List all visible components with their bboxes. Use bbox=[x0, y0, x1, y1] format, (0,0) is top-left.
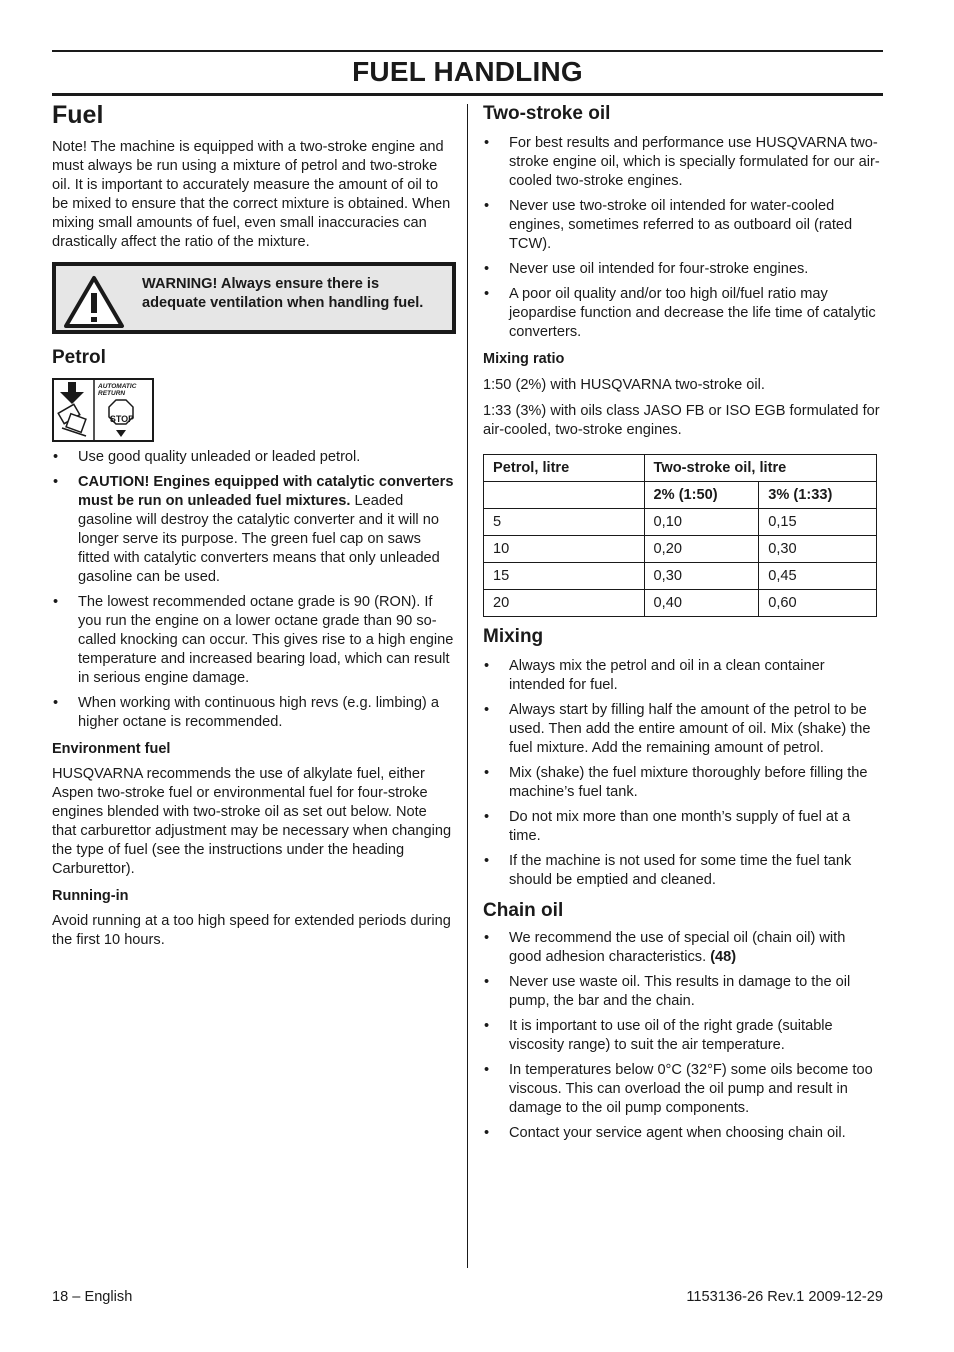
title-underline bbox=[52, 93, 883, 96]
column-divider bbox=[467, 104, 468, 1268]
stop-label: STOP bbox=[109, 414, 135, 424]
right-column bbox=[483, 100, 881, 1143]
list-item: • It is important to use oil of the right grade (suitable viscosity range) to suit the air temperature. bbox=[483, 1017, 881, 1055]
list-item: • Never use waste oil. This results in damage to the oil pump, the bar and the chain. bbox=[483, 973, 881, 1011]
list-item: • Always start by filling half the amount of the petrol to be used. Then add the entire amount of oil. Mix (shake) the fuel mixture. Add the remaining amount of petrol. bbox=[483, 701, 881, 758]
chain-oil-bullets bbox=[483, 929, 881, 1143]
table-row: 10 0,20 0,30 bbox=[484, 536, 877, 563]
mixing-table bbox=[483, 454, 877, 617]
petrol-bullets bbox=[52, 448, 454, 732]
table-header-oil: Two-stroke oil, litre bbox=[644, 455, 876, 482]
list-item: • If the machine is not used for some time the fuel tank should be emptied and cleaned. bbox=[483, 852, 881, 890]
list-item: • For best results and performance use HUSQVARNA two-stroke engine oil, which is specially formulated for our air-cooled two-stroke engines. bbox=[483, 134, 881, 191]
table-subheader-row bbox=[484, 482, 877, 509]
ratio-line-1: 1:50 (2%) with HUSQVARNA two-stroke oil. bbox=[483, 377, 765, 393]
list-item: • In temperatures below 0°C (32°F) some oils become too viscous. This can overload the oil pump and result in damage to the oil pump components. bbox=[483, 1061, 881, 1118]
fuel-intro: Note! The machine is equipped with a two-stroke engine and must always be run using a mixture of petrol and two-stroke oil. It is important to accurately measure the amount of oil to be mixed to ensure that the correct mixture is obtained. When mixing small amounts of fuel, even small inaccuracies can drastically affect the ratio of the mixture. bbox=[52, 139, 451, 250]
two-stroke-bullets bbox=[483, 134, 881, 342]
two-stroke-oil-heading: Two-stroke oil bbox=[483, 103, 611, 124]
list-item: • When working with continuous high revs (e.g. limbing) a higher octane is recommended. bbox=[52, 694, 454, 732]
table-row: 20 0,40 0,60 bbox=[484, 590, 877, 617]
fuel-cap-icon bbox=[52, 378, 154, 442]
table-header-3pct: 3% (1:33) bbox=[759, 482, 877, 509]
page-title: FUEL HANDLING bbox=[352, 56, 583, 87]
list-item: • Always mix the petrol and oil in a clean container intended for fuel. bbox=[483, 657, 881, 695]
left-column bbox=[52, 100, 454, 950]
chain-oil-heading: Chain oil bbox=[483, 900, 564, 921]
table-header-row bbox=[484, 455, 877, 482]
top-rule bbox=[52, 50, 883, 52]
list-item: • Never use oil intended for four-stroke engines. bbox=[483, 260, 881, 279]
warning-text: WARNING! Always ensure there is adequate ventilation when handling fuel. bbox=[142, 276, 424, 311]
environment-fuel-heading: Environment fuel bbox=[52, 741, 171, 757]
list-item: • Mix (shake) the fuel mixture thoroughly before filling the machine’s fuel tank. bbox=[483, 764, 881, 802]
environment-fuel-text: HUSQVARNA recommends the use of alkylate fuel, either Aspen two-stroke fuel or environmental fuel for four-stroke engines blended with two-stroke oil as set out below. Note that carburettor adjustment may be necessary when changing the type of fuel (see the instructions under the heading Carburettor). bbox=[52, 766, 452, 877]
mixing-ratio-heading: Mixing ratio bbox=[483, 351, 565, 367]
ratio-line-2: 1:33 (3%) with oils class JASO FB or ISO EGB formulated for air-cooled, two-stroke engines. bbox=[483, 403, 880, 438]
list-item: • Do not mix more than one month’s supply of fuel at a time. bbox=[483, 808, 881, 846]
mixing-heading: Mixing bbox=[483, 626, 544, 647]
running-in-heading: Running-in bbox=[52, 888, 129, 904]
list-item: • Contact your service agent when choosing chain oil. bbox=[483, 1124, 881, 1143]
table-row: 5 0,10 0,15 bbox=[484, 509, 877, 536]
list-item: • The lowest recommended octane grade is 90 (RON). If you run the engine on a lower octane grade than 90 so-called knocking can occur. This gives rise to a high engine temperature and increased bearing load, which can result in serious engine damage. bbox=[52, 593, 454, 688]
warning-box bbox=[52, 262, 456, 334]
list-item: • Use good quality unleaded or leaded petrol. bbox=[52, 448, 454, 467]
list-item: • CAUTION! Engines equipped with catalytic converters must be run on unleaded fuel mixtures. Leaded gasoline will destroy the catalytic converter and it will no longer serve its purpose. The green fuel cap on saws fitted with catalytic converters means that only unleaded gasoline can be used. bbox=[52, 473, 454, 587]
return-label: RETURN bbox=[98, 390, 126, 397]
table-row: 15 0,30 0,45 bbox=[484, 563, 877, 590]
automatic-label: AUTOMATIC bbox=[98, 383, 137, 390]
table-header-petrol: Petrol, litre bbox=[484, 455, 645, 482]
warning-triangle-icon bbox=[63, 275, 125, 329]
fuel-heading: Fuel bbox=[52, 101, 104, 129]
page-number: 18 – English bbox=[52, 1289, 133, 1305]
list-item: • Never use two-stroke oil intended for water-cooled engines, sometimes referred to as outboard oil (rated TCW). bbox=[483, 197, 881, 254]
mixing-bullets bbox=[483, 657, 881, 890]
table-header-2pct: 2% (1:50) bbox=[644, 482, 759, 509]
list-item: • A poor oil quality and/or too high oil/fuel ratio may jeopardise function and decrease the life time of catalytic converters. bbox=[483, 285, 881, 342]
document-id: 1153136-26 Rev.1 2009-12-29 bbox=[686, 1289, 883, 1305]
running-in-text: Avoid running at a too high speed for extended periods during the first 10 hours. bbox=[52, 913, 451, 948]
petrol-heading: Petrol bbox=[52, 347, 106, 368]
list-item: • We recommend the use of special oil (chain oil) with good adhesion characteristics. (48) bbox=[483, 929, 881, 967]
